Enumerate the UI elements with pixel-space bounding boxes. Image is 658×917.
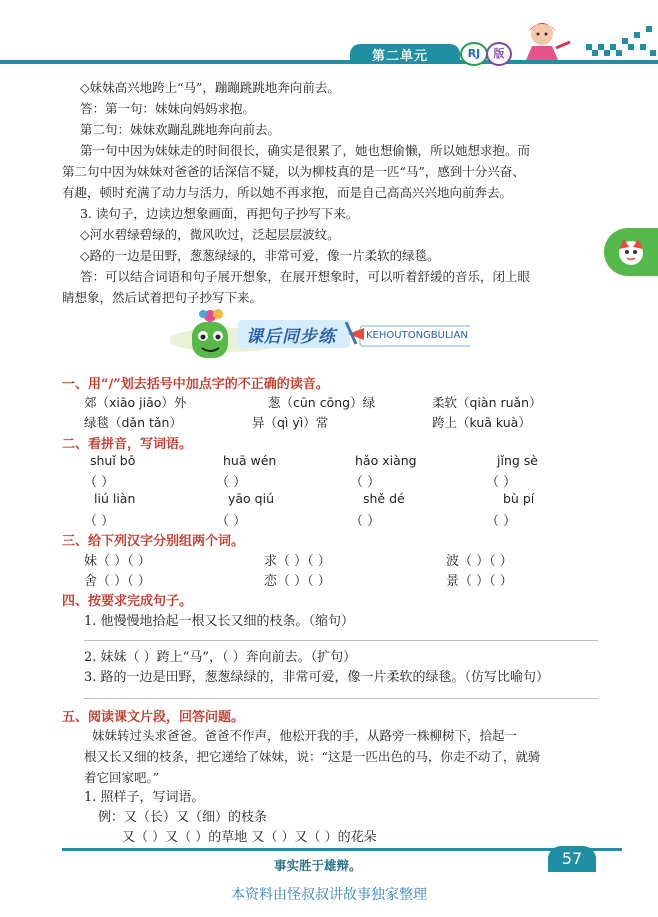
intro-line-6: 有趣，顿时充满了动力与活力，所以她不再求抱，而是自己高高兴兴地向前奔去。 xyxy=(62,185,513,200)
s2-box-7[interactable]: （ ） xyxy=(350,514,381,529)
s2-box-3[interactable]: （ ） xyxy=(350,475,381,490)
practice-banner xyxy=(170,308,470,368)
intro-line-11: 睛想象，然后试着把句子抄写下来。 xyxy=(62,290,263,305)
s5-passage-3: 着它回家吧。” xyxy=(84,770,160,785)
intro-line-9: ◇路的一边是田野，葱葱绿绿的，非常可爱，像一片柔软的绿毯。 xyxy=(80,248,440,263)
intro-line-10: 答：可以结合词语和句子展开想象，在展开想象时，可以听着舒缓的音乐，闭上眼 xyxy=(80,269,531,284)
rj-badge: RJ xyxy=(460,42,488,66)
side-tab xyxy=(604,228,658,276)
cartoon-girl-icon xyxy=(512,18,574,62)
section-5-title: 五、阅读课文片段，回答问题。 xyxy=(62,710,245,725)
s2-pinyin-2: huā wén xyxy=(223,453,277,468)
s2-box-8[interactable]: （ ） xyxy=(486,514,517,529)
s2-pinyin-5: liú liàn xyxy=(94,491,136,506)
section-2-title: 二、看拼音，写词语。 xyxy=(62,437,193,452)
s2-box-5[interactable]: （ ） xyxy=(84,514,115,529)
s1-item-2: 葱（cūn cōng）绿 xyxy=(268,395,376,410)
s2-box-2[interactable]: （ ） xyxy=(216,475,247,490)
s3-item-6[interactable]: 景（ ）（ ） xyxy=(446,574,513,589)
s4-question-3: 3. 路的一边是田野，葱葱绿绿的，非常可爱，像一片柔软的绿毯。（仿写比喻句） xyxy=(84,670,550,685)
footer-motto: 事实胜于雄辩。 xyxy=(274,858,362,873)
banner-pinyin: KEHOUTONGBULIAN xyxy=(366,330,468,341)
s5-passage-1: 妹妹转过头求爸爸。爸爸不作声，他松开我的手，从路旁一株柳树下，拾起一 xyxy=(92,728,518,743)
credit-line: 本资料由怪叔叔讲故事独家整理 xyxy=(231,887,427,903)
s2-pinyin-6: yāo qiú xyxy=(228,491,275,506)
s3-item-1[interactable]: 妹（ ）（ ） xyxy=(84,554,151,569)
s5-example: 例：又（长）又（细）的枝条 xyxy=(98,810,268,825)
s3-item-2[interactable]: 求（ ）（ ） xyxy=(264,554,331,569)
intro-line-4: 第一句中因为妹妹走的时间很长，确实是很累了，她也想偷懒，所以她想求抱。而 xyxy=(80,143,531,158)
s1-item-6: 跨上（kuā kuà） xyxy=(432,415,531,430)
s2-box-6[interactable]: （ ） xyxy=(216,514,247,529)
s2-pinyin-7: shě dé xyxy=(363,491,405,506)
footer-rule xyxy=(62,848,622,851)
s2-pinyin-3: hǎo xiàng xyxy=(355,453,417,468)
s4-answer-line-3[interactable] xyxy=(84,698,598,699)
section-3-title: 三、给下列汉字分别组两个词。 xyxy=(62,534,245,549)
s1-item-1: 郊（xiāo jiāo）外 xyxy=(84,395,187,410)
s4-answer-line-1[interactable] xyxy=(84,640,598,641)
s1-item-4: 绿毯（dǎn tǎn） xyxy=(84,415,182,430)
s1-item-5: 异（qì yì）常 xyxy=(252,415,329,430)
intro-line-7: 3. 读句子，边读边想象画面，再把句子抄写下来。 xyxy=(80,206,359,221)
s2-pinyin-4: jǐng sè xyxy=(497,453,538,468)
checker-pattern-icon xyxy=(580,20,658,64)
intro-line-8: ◇河水碧绿碧绿的，微风吹过，泛起层层波纹。 xyxy=(80,227,340,242)
section-4-title: 四、按要求完成句子。 xyxy=(62,594,193,609)
s2-pinyin-8: bù pí xyxy=(503,491,535,506)
s3-item-4[interactable]: 舍（ ）（ ） xyxy=(84,574,151,589)
s2-box-1[interactable]: （ ） xyxy=(84,475,115,490)
s5-question-1: 1. 照样子，写词语。 xyxy=(84,790,205,805)
banner-title: 课后同步练 xyxy=(246,327,336,347)
mascot-face-icon xyxy=(616,237,646,267)
s4-question-1: 1. 他慢慢地拾起一根又长又细的枝条。（缩句） xyxy=(84,614,355,629)
intro-line-2: 答：第一句：妹妹向妈妈求抱。 xyxy=(80,101,256,116)
intro-line-5: 第二句中因为妹妹对爸爸的话深信不疑，以为柳枝真的是一匹“马”，感到十分兴奋、 xyxy=(62,164,525,179)
s5-passage-2: 根又长又细的枝条，把它递给了妹妹，说：“这是一匹出色的马，你走不动了，就骑 xyxy=(84,749,541,764)
intro-line-1: ◇妹妹高兴地跨上“马”，蹦蹦跳跳地奔向前去。 xyxy=(80,80,340,95)
s4-question-2: 2. 妹妹（ ）跨上“马”，（ ）奔向前去。（扩句） xyxy=(84,650,357,665)
s2-pinyin-1: shuǐ bō xyxy=(90,453,136,468)
s2-box-4[interactable]: （ ） xyxy=(486,475,517,490)
s3-item-5[interactable]: 恋（ ）（ ） xyxy=(264,574,331,589)
page-number: 57 xyxy=(548,846,596,872)
edition-badge: 版 xyxy=(486,42,512,66)
section-1-title: 一、用“/”划去括号中加点字的不正确的读音。 xyxy=(62,377,329,392)
unit-label: 第二单元 xyxy=(372,49,429,64)
s5-fill-blanks[interactable]: 又（ ）又（ ）的草地 又（ ）又（ ）的花朵 xyxy=(122,830,377,845)
s3-item-3[interactable]: 波（ ）（ ） xyxy=(446,554,513,569)
s1-item-3: 柔软（qiàn ruǎn） xyxy=(432,395,542,410)
intro-line-3: 第二句：妹妹欢蹦乱跳地奔向前去。 xyxy=(80,122,281,137)
